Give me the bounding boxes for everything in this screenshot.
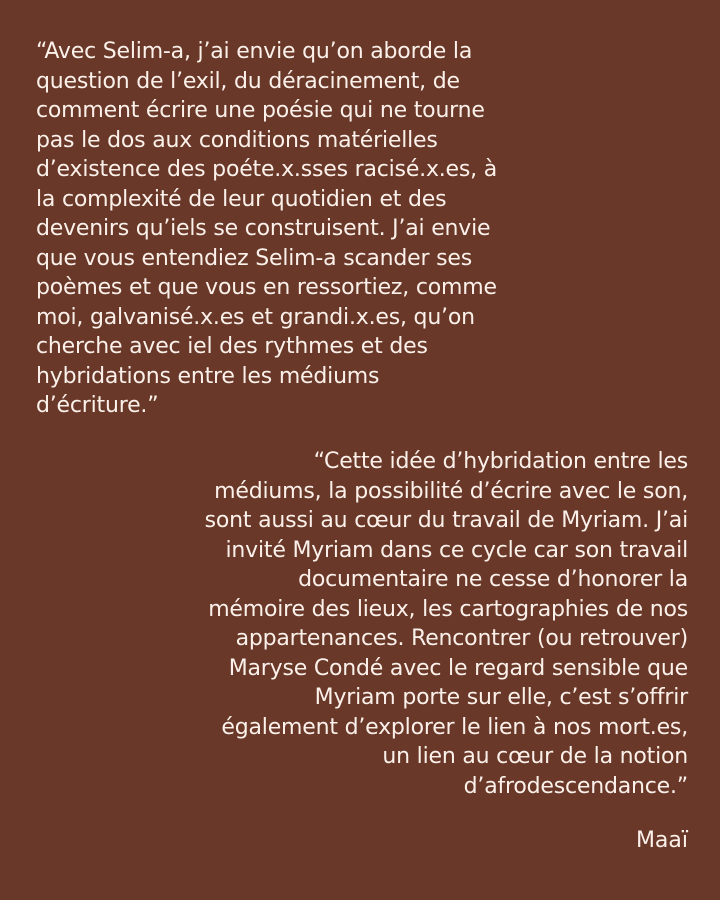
quote-line: cherche avec iel des rythmes et des <box>36 334 428 359</box>
quote-line: d’existence des poéte.x.sses racisé.x.es, à <box>36 157 498 182</box>
quote-line: question de l’exil, du déracinement, de <box>36 68 460 94</box>
quote-line: Maryse Condé avec le regard sensible que <box>228 655 688 681</box>
quote-myriam <box>205 447 688 801</box>
quote-line: Myriam porte sur elle, c’est s’offrir <box>314 685 688 710</box>
quote-line: hybridations entre les médiums <box>36 363 380 389</box>
quote-selim-a <box>36 37 497 421</box>
author-signature: Maaï <box>635 828 688 853</box>
quote-line: invité Myriam dans ce cycle car son travail <box>225 537 688 563</box>
quote-line: pas le dos aux conditions matérielles <box>36 127 438 153</box>
quote-line: que vous entendiez Selim-a scander ses <box>36 245 472 271</box>
quote-line: sont aussi au cœur du travail de Myriam. J’ai <box>204 508 688 533</box>
quote-line: “Avec Selim-a, j’ai envie qu’on aborde la <box>36 39 473 64</box>
quote-line: également d’explorer le lien à nos mort.es, <box>221 714 688 740</box>
quote-line: mémoire des lieux, les cartographies de nos <box>208 596 688 622</box>
quote-line: moi, galvanisé.x.es et grandi.x.es, qu’on <box>36 304 475 330</box>
quote-line: la complexité de leur quotidien et des <box>36 186 447 212</box>
quote-line: devenirs qu’iels se construisent. J’ai envie <box>36 216 491 241</box>
quote-line: appartenances. Rencontrer (ou retrouver) <box>235 626 688 651</box>
quote-line: documentaire ne cesse d’honorer la <box>298 567 688 592</box>
quote-line: d’afrodescendance.” <box>463 773 688 799</box>
quote-line: “Cette idée d’hybridation entre les <box>313 449 688 474</box>
quote-line: d’écriture.” <box>36 393 159 418</box>
quote-line: médiums, la possibilité d’écrire avec le son, <box>214 478 688 504</box>
quote-line: comment écrire une poésie qui ne tourne <box>36 98 485 123</box>
quote-line: un lien au cœur de la notion <box>382 744 688 769</box>
quote-line: poèmes et que vous en ressortiez, comme <box>36 275 497 300</box>
